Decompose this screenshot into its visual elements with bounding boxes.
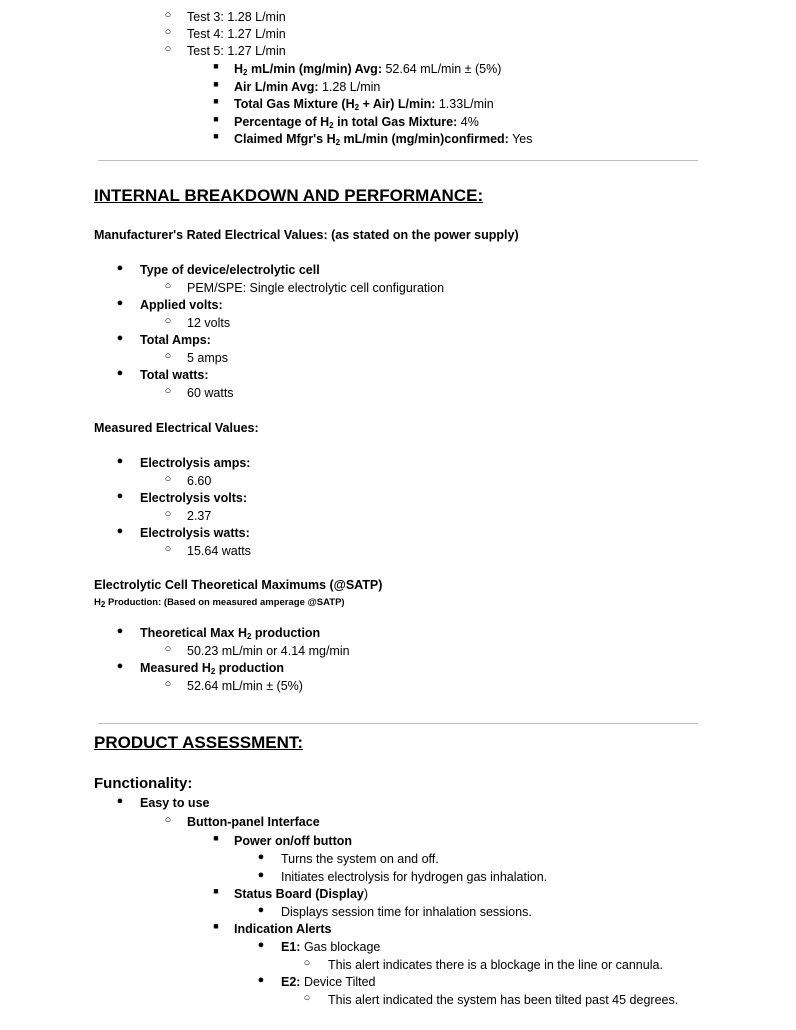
circle-bullet-icon: ○ [164,385,172,397]
square-bullet-icon: ■ [213,833,219,843]
bullet-icon: ● [116,625,124,637]
measured-item-label: Electrolysis amps: [140,456,251,470]
circle-bullet-icon: ○ [164,814,172,826]
bullet-icon: ● [116,455,124,467]
square-bullet-icon: ■ [213,61,219,71]
circle-bullet-icon: ○ [164,26,172,38]
claimed-confirmed: Claimed Mfgr's $H_2$ mL/min (mg/min)confirmed: Yes [234,132,533,147]
alert-e1-desc: This alert indicates there is a blockage in the line or cannula. [328,958,663,972]
power-button-item: Power on/off button [234,834,353,848]
measured-values-heading: Measured Electrical Values: [94,421,259,435]
h2-percentage: Percentage of $H_2$ in total Gas Mixture: 4% [234,115,479,130]
rated-item-value: 5 amps [187,351,228,365]
rated-item-label: Total Amps: [140,333,211,347]
alert-e2-desc: This alert indicated the system has been tilted past 45 degrees. [328,993,679,1007]
bullet-icon: ● [116,332,124,344]
square-bullet-icon: ■ [213,114,219,124]
list-item: Test 4: 1.27 L/min [187,27,286,41]
divider [98,160,698,161]
circle-bullet-icon: ○ [164,643,172,655]
list-item: Displays session time for inhalation sessions. [281,905,532,919]
total-gas-mixture: Total Gas Mixture $(H_2 + Air)$ L/min: 1.33L/min [234,97,494,112]
measured-h2-label: Measured $H_2$ production [140,661,285,676]
button-panel-interface: Button-panel Interface [187,815,320,829]
theoretical-heading: Electrolytic Cell Theoretical Maximums (@SATP) [94,578,383,592]
h2-average: $H_2$ mL/min (mg/min) Avg: 52.64 mL/min ± (5%) [234,62,502,77]
measured-item-value: 2.37 [187,509,212,523]
bullet-icon: ● [116,795,124,807]
measured-item-value: 6.60 [187,474,212,488]
theoretical-max-label: Theoretical Max $H_2$ production [140,626,321,641]
bullet-icon: ● [116,525,124,537]
divider [98,723,698,724]
circle-bullet-icon: ○ [303,992,311,1004]
section-heading-internal: INTERNAL BREAKDOWN AND PERFORMANCE: [94,186,484,205]
list-item: Test 5: 1.27 L/min [187,44,286,58]
measured-h2-value: 52.64 mL/min ± (5%) [187,679,303,693]
circle-bullet-icon: ○ [164,280,172,292]
easy-to-use: Easy to use [140,796,210,810]
circle-bullet-icon: ○ [164,508,172,520]
square-bullet-icon: ■ [213,96,219,106]
measured-item-label: Electrolysis volts: [140,491,247,505]
bullet-icon: ● [116,660,124,672]
circle-bullet-icon: ○ [164,543,172,555]
circle-bullet-icon: ○ [164,350,172,362]
rated-item-value: PEM/SPE: Single electrolytic cell configuration [187,281,445,295]
circle-bullet-icon: ○ [164,473,172,485]
rated-item-value: 60 watts [187,386,234,400]
bullet-icon: ● [116,490,124,502]
measured-item-value: 15.64 watts [187,544,251,558]
alert-e1: E1: Gas blockage [281,940,381,954]
alert-e2: E2: Device Tilted [281,975,376,989]
circle-bullet-icon: ○ [303,957,311,969]
circle-bullet-icon: ○ [164,678,172,690]
circle-bullet-icon: ○ [164,43,172,55]
rated-item-label: Type of device/electrolytic cell [140,263,320,277]
indication-alerts-item: Indication Alerts [234,922,332,936]
measured-item-label: Electrolysis watts: [140,526,250,540]
air-average: Air L/min Avg: 1.28 L/min [234,80,381,94]
section-heading-assessment: PRODUCT ASSESSMENT: [94,733,304,752]
theoretical-max-value: 50.23 mL/min or 4.14 mg/min [187,644,350,658]
rated-item-value: 12 volts [187,316,231,330]
bullet-icon: ● [257,851,265,863]
bullet-icon: ● [257,974,265,986]
rated-values-heading: Manufacturer's Rated Electrical Values: (as stated on the power supply) [94,228,519,242]
bullet-icon: ● [257,904,265,916]
status-board-item: Status Board (Display) [234,887,369,901]
bullet-icon: ● [116,367,124,379]
square-bullet-icon: ■ [213,79,219,89]
functionality-heading: Functionality: [94,775,193,792]
bullet-icon: ● [116,297,124,309]
circle-bullet-icon: ○ [164,9,172,21]
square-bullet-icon: ■ [213,131,219,141]
circle-bullet-icon: ○ [164,315,172,327]
theoretical-subheading: $H_2$ Production: (Based on measured amperage @SATP) [94,597,345,609]
square-bullet-icon: ■ [213,921,219,931]
list-item: Turns the system on and off. [281,852,439,866]
bullet-icon: ● [257,869,265,881]
bullet-icon: ● [257,939,265,951]
rated-item-label: Applied volts: [140,298,223,312]
rated-item-label: Total watts: [140,368,209,382]
square-bullet-icon: ■ [213,886,219,896]
list-item: Test 3: 1.28 L/min [187,10,286,24]
list-item: Initiates electrolysis for hydrogen gas inhalation. [281,870,548,884]
bullet-icon: ● [116,262,124,274]
